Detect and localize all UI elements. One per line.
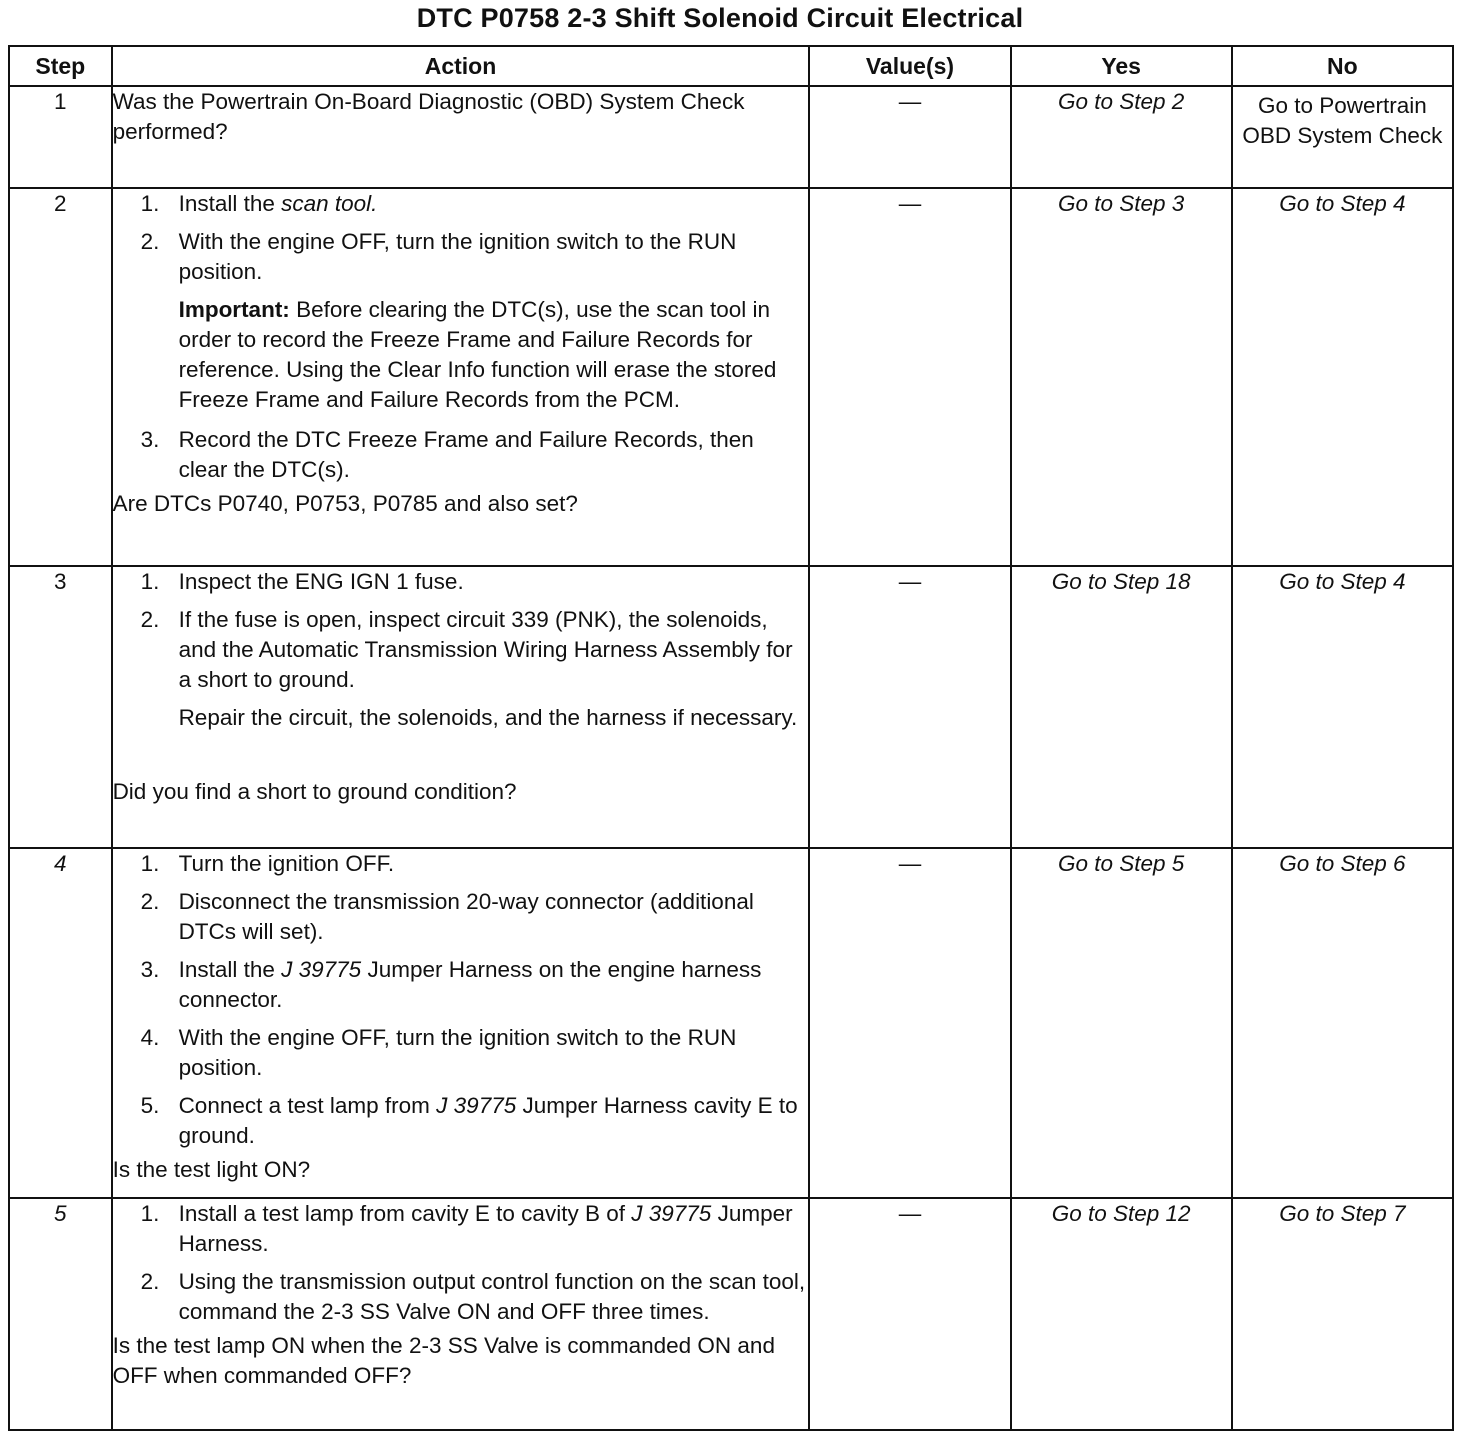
no-cell: Go to Powertrain OBD System Check — [1232, 86, 1453, 188]
action-question: Is the test light ON? — [112, 1157, 311, 1182]
value-cell: — — [809, 86, 1010, 188]
yes-cell: Go to Step 18 — [1011, 566, 1232, 848]
table-row — [9, 188, 1453, 566]
action-step: 2. With the engine OFF, turn the ignition switch to the RUN position. — [140, 229, 737, 284]
action-step: 2. Disconnect the transmission 20-way connector (additional DTCs will set). — [140, 889, 754, 944]
table-row — [9, 848, 1453, 1198]
table-row — [9, 86, 1453, 188]
action-step: 3. Record the DTC Freeze Frame and Failure Records, then clear the DTC(s). — [140, 427, 754, 482]
no-cell: Go to Step 6 — [1232, 848, 1453, 1198]
action-steps — [113, 425, 809, 485]
no-cell: Go to Step 4 — [1232, 566, 1453, 848]
diagnostic-table — [8, 45, 1454, 1431]
action-step: 3. Install the J 39775 Jumper Harness on the engine harness connector. — [140, 957, 762, 1012]
action-question: Are DTCs P0740, P0753, P0785 and also set? — [112, 491, 578, 516]
action-question: Was the Powertrain On-Board Diagnostic (OBD) System Check performed? — [112, 89, 745, 144]
action-steps — [113, 1199, 809, 1327]
yes-cell: Go to Step 3 — [1011, 188, 1232, 566]
action-steps — [113, 567, 809, 695]
header-yes: Yes — [1011, 46, 1232, 86]
action-question: Is the test lamp ON when the 2-3 SS Valve is commanded ON and OFF when commanded OFF? — [112, 1333, 775, 1388]
step-number: 5 — [9, 1198, 112, 1430]
action-question: Did you find a short to ground condition? — [112, 779, 517, 804]
value-cell: — — [809, 848, 1010, 1198]
no-cell: Go to Step 7 — [1232, 1198, 1453, 1430]
action-cell — [112, 188, 810, 566]
action-step: 2. Using the transmission output control function on the scan tool, command the 2-3 SS Valve ON and OFF three times. — [140, 1269, 806, 1324]
value-cell: — — [809, 566, 1010, 848]
yes-cell: Go to Step 12 — [1011, 1198, 1232, 1430]
action-cell — [112, 848, 810, 1198]
step-number: 2 — [9, 188, 112, 566]
action-steps — [113, 189, 809, 287]
value-cell: — — [809, 188, 1010, 566]
yes-cell: Go to Step 5 — [1011, 848, 1232, 1198]
table-row — [9, 566, 1453, 848]
action-cell — [112, 86, 810, 188]
action-step: 4. With the engine OFF, turn the ignition switch to the RUN position. — [140, 1025, 737, 1080]
action-cell — [112, 1198, 810, 1430]
action-step: 1. Inspect the ENG IGN 1 fuse. — [140, 569, 464, 594]
step-number: 3 — [9, 566, 112, 848]
header-action: Action — [112, 46, 810, 86]
action-step: 1. Install a test lamp from cavity E to cavity B of J 39775 Jumper Harness. — [140, 1201, 793, 1256]
no-cell: Go to Step 4 — [1232, 188, 1453, 566]
action-steps — [113, 849, 809, 1151]
step-number: 1 — [9, 86, 112, 188]
yes-cell: Go to Step 2 — [1011, 86, 1232, 188]
action-step: 5. Connect a test lamp from J 39775 Jumper Harness cavity E to ground. — [140, 1093, 798, 1148]
action-step: 2. If the fuse is open, inspect circuit 339 (PNK), the solenoids, and the Automatic Transmission Wiring Harness Assembly for a short to ground. — [140, 607, 793, 692]
action-step: 1. Install the scan tool. — [140, 191, 378, 216]
header-row — [9, 46, 1453, 86]
table-row — [9, 1198, 1453, 1430]
header-step: Step — [9, 46, 112, 86]
page-title: DTC P0758 2-3 Shift Solenoid Circuit Electrical — [416, 3, 1024, 33]
important-note: Important: Before clearing the DTC(s), use the scan tool in order to record the Freeze Frame and Failure Records for reference. Using the Clear Info function will erase the stored Freeze Frame and Failure Records from the PCM. — [178, 297, 777, 412]
action-cell — [112, 566, 810, 848]
value-cell: — — [809, 1198, 1010, 1430]
header-no: No — [1232, 46, 1453, 86]
step-number: 4 — [9, 848, 112, 1198]
action-step: 1. Turn the ignition OFF. — [140, 851, 395, 876]
repair-note: Repair the circuit, the solenoids, and the harness if necessary. — [178, 705, 798, 730]
header-values: Value(s) — [809, 46, 1010, 86]
